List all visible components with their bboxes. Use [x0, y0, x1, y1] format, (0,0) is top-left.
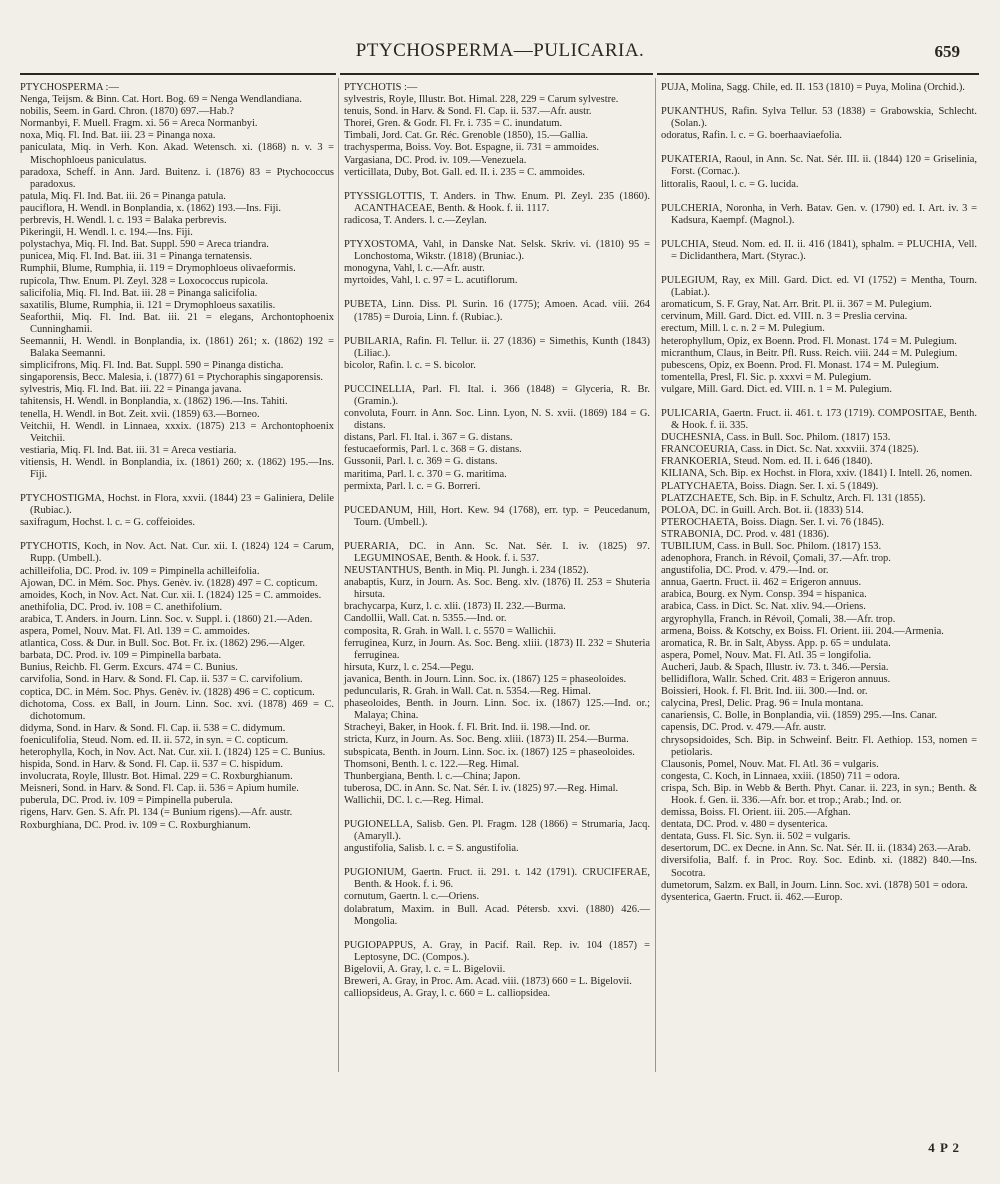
- index-entry: Pikeringii, H. Wendl. l. c. 194.—Ins. Fiji.: [20, 227, 193, 239]
- index-entry: TUBILIUM, Cass. in Bull. Soc. Philom. (1817) 153.: [661, 541, 882, 552]
- index-entry: odoratus, Rafin. l. c. = G. boerhaaviaefolia.: [661, 130, 842, 142]
- index-entry: adenophora, Franch. in Révoil, Çomali, 37.—Afr. trop.: [661, 553, 891, 565]
- index-entry: composita, R. Grah. in Wall. l. c. 5570 = Wallichii.: [344, 625, 556, 637]
- index-entry: littoralis, Raoul, l. c. = G. lucida.: [661, 178, 799, 190]
- index-entry: PUGIOPAPPUS, A. Gray, in Pacif. Rail. Rep. iv. 104 (1857) = Leptosyne, DC. (Compos.).: [344, 939, 650, 963]
- index-entry: PULCHIA, Steud. Nom. ed. II. ii. 416 (1841), sphalm. = PLUCHIA, Vell. = Diclidanthera, Mart. (Styrac.).: [661, 238, 977, 262]
- index-entry: anethifolia, DC. Prod. iv. 108 = C. anethifolium.: [20, 601, 223, 613]
- index-entry: tomentella, Presl, Fl. Sic. p. xxxvi = M. Pulegium.: [661, 371, 872, 383]
- index-entry: tahitensis, H. Wendl. in Bonplandia, x. (1862) 196.—Ins. Tahiti.: [20, 396, 288, 408]
- index-entry: bellidiflora, Wallr. Sched. Crit. 483 = Erigeron annuus.: [661, 674, 891, 686]
- index-entry: barbata, DC. Prod. iv. 109 = Pimpinella barbata.: [20, 650, 222, 662]
- index-entry: arabica, Cass. in Dict. Sc. Nat. xliv. 94.—Oriens.: [661, 601, 866, 613]
- index-entry: myrtoides, Vahl, l. c. 97 = L. acutiflorum.: [344, 275, 518, 287]
- index-entry: festucaeformis, Parl. l. c. 368 = G. distans.: [344, 444, 522, 456]
- index-entry: cornutum, Gaertn. l. c.—Oriens.: [344, 891, 480, 903]
- index-entry: armena, Boiss. & Kotschy, ex Boiss. Fl. Orient. iii. 204.—Armenia.: [661, 625, 944, 637]
- index-entry: maritima, Parl. l. c. 370 = G. maritima.: [344, 468, 507, 480]
- index-entry: atlantica, Coss. & Dur. in Bull. Soc. Bot. Fr. ix. (1862) 296.—Alger.: [20, 638, 305, 650]
- index-entry: PUBILARIA, Rafin. Fl. Tellur. ii. 27 (1836) = Simethis, Kunth (1843) (Liliac.).: [344, 335, 650, 359]
- index-entry: aspera, Pomel, Nouv. Mat. Fl. Atl. 139 = C. ammoides.: [20, 626, 250, 638]
- index-entry: amoides, Koch, in Nov. Act. Nat. Cur. xii. I. (1824) 125 = C. ammoides.: [20, 589, 322, 601]
- index-entry: PUBETA, Linn. Diss. Pl. Surin. 16 (1775); Amoen. Acad. viii. 264 (1785) = Duroia, Linn. f. (Rubiac.).: [344, 299, 650, 323]
- index-entry: congesta, C. Koch, in Linnaea, xxiii. (1850) 711 = odora.: [661, 770, 900, 782]
- index-entry: argyrophylla, Franch. in Révoil, Çomali, 38.—Afr. trop.: [661, 613, 896, 625]
- index-entry: brachycarpa, Kurz, l. c. xlii. (1873) II. 232.—Burma.: [344, 601, 566, 613]
- index-entry: dolabratum, Maxim. in Bull. Acad. Pétersb. xxvi. (1880) 426.—Mongolia.: [344, 903, 650, 927]
- index-entry: foeniculifolia, Steud. Nom. ed. II. ii. 572, in syn. = C. copticum.: [20, 734, 289, 746]
- header-rule-left: [20, 73, 336, 75]
- index-entry: stricta, Kurz, in Journ. As. Soc. Beng. xliii. (1873) II. 254.—Burma.: [344, 734, 629, 746]
- index-entry: crispa, Sch. Bip. in Webb & Berth. Phyt. Canar. ii. 223, in syn.; Benth. & Hook. f. Gen. ii. 336.—Afr. bor. et trop.; Arab.; Ind. or.: [661, 782, 977, 806]
- index-entry: cervinum, Mill. Gard. Dict. ed. VIII. n. 3 = Preslia cervina.: [661, 311, 908, 323]
- index-entry: FRANCOEURIA, Cass. in Dict. Sc. Nat. xxxviii. 374 (1825).: [661, 444, 919, 456]
- index-entry: peduncularis, R. Grah. in Wall. Cat. n. 5354.—Reg. Himal.: [344, 686, 591, 698]
- index-entry: involucrata, Royle, Illustr. Bot. Himal. 229 = C. Roxburghianum.: [20, 771, 293, 783]
- index-entry: tuberosa, DC. in Ann. Sc. Nat. Sér. I. iv. (1825) 97.—Reg. Himal.: [344, 782, 619, 794]
- index-entry: heterophylla, Koch, in Nov. Act. Nat. Cur. xii. I. (1824) 125 = C. Bunius.: [20, 746, 326, 758]
- index-entry: diversifolia, Balf. f. in Proc. Roy. Soc. Edinb. xi. (1882) 840.—Ins. Socotra.: [661, 855, 977, 879]
- index-entry: Seemannii, H. Wendl. in Bonplandia, ix. (1861) 261; x. (1862) 192 = Balaka Seemanni.: [20, 335, 334, 360]
- index-entry: rigens, Harv. Gen. S. Afr. Pl. 134 (= Bunium rigens).—Afr. austr.: [20, 807, 293, 819]
- index-entry: dichotoma, Coss. ex Ball, in Journ. Linn. Soc. xvi. (1878) 469 = C. dichotomum.: [20, 698, 334, 722]
- index-entry: KILIANA, Sch. Bip. ex Hochst. in Flora, xxiv. (1841) I. Intell. 26, nomen.: [661, 468, 973, 480]
- index-entry: PLATYCHAETA, Boiss. Diagn. Ser. I. xi. 5 (1849).: [661, 480, 879, 492]
- index-entry: Aucheri, Jaub. & Spach, Illustr. iv. 73. t. 346.—Persia.: [661, 661, 889, 673]
- index-entry: aromaticum, S. F. Gray, Nat. Arr. Brit. Pl. ii. 367 = M. Pulegium.: [661, 299, 932, 311]
- index-entry: paradoxa, Scheff. in Ann. Jard. Buitenz. i. (1876) 83 = Ptychococcus paradoxus.: [20, 166, 334, 190]
- index-entry: permixta, Parl. l. c. = G. Borreri.: [344, 480, 481, 492]
- index-entry: arabica, Bourg. ex Nym. Consp. 394 = hispanica.: [661, 589, 867, 601]
- index-entry: PUCEDANUM, Hill, Hort. Kew. 94 (1768), err. typ. = Peucedanum, Tourn. (Umbell.).: [344, 504, 650, 528]
- index-entry: PTYCHOTIS, Koch, in Nov. Act. Nat. Cur. xii. I. (1824) 124 = Carum, Rupp. (Umbell.).: [20, 541, 334, 565]
- index-entry: bicolor, Rafin. l. c. = S. bicolor.: [344, 359, 476, 371]
- index-entry: pubescens, Opiz, ex Boenn. Prod. Fl. Monast. 174 = M. Pulegium.: [661, 359, 939, 371]
- index-entry: Thorei, Gren. & Godr. Fl. Fr. i. 735 = C. inundatum.: [344, 118, 563, 130]
- header-rule-right: [657, 73, 979, 75]
- index-entry: punicea, Miq. Fl. Ind. Bat. iii. 31 = Pinanga ternatensis.: [20, 251, 252, 263]
- index-entry: calliopsideus, A. Gray, l. c. 660 = L. calliopsidea.: [344, 988, 551, 1000]
- index-entry: desertorum, DC. ex Decne. in Ann. Sc. Nat. Sér. II. ii. (1834) 263.—Arab.: [661, 843, 971, 855]
- index-entry: paniculata, Miq. in Verh. Kon. Akad. Wetensch. xi. (1868) n. v. 3 = Mischophloeus paniculatus.: [20, 142, 334, 166]
- index-entry: PTYCHOSTIGMA, Hochst. in Flora, xxvii. (1844) 23 = Galiniera, Delile (Rubiac.).: [20, 493, 334, 517]
- index-entry: saxatilis, Blume, Rumphia, ii. 121 = Drymophloeus saxatilis.: [20, 299, 276, 311]
- index-entry: tenuis, Sond. in Harv. & Sond. Fl. Cap. ii. 537.—Afr. austr.: [344, 106, 592, 118]
- index-entry: vestiaria, Miq. Fl. Ind. Bat. iii. 31 = Areca vestiaria.: [20, 444, 237, 456]
- index-entry: hirsuta, Kurz, l. c. 254.—Pegu.: [344, 661, 474, 673]
- index-entry: Meisneri, Sond. in Harv. & Sond. Fl. Cap. ii. 536 = Apium humile.: [20, 783, 299, 795]
- text-column-right: [661, 82, 977, 904]
- running-title: PTYCHOSPERMA—PULICARIA.: [355, 40, 645, 61]
- index-entry: PUKANTHUS, Rafin. Sylva Tellur. 53 (1838) = Grabowskia, Schlecht. (Solan.).: [661, 106, 977, 130]
- index-entry: Breweri, A. Gray, in Proc. Am. Acad. viii. (1873) 660 = L. Bigelovii.: [344, 976, 632, 987]
- index-entry: FRANKOERIA, Steud. Nom. ed. II. i. 646 (1840).: [661, 456, 873, 468]
- index-entry: PTEROCHAETA, Boiss. Diagn. Ser. I. vi. 76 (1845).: [661, 516, 884, 528]
- index-entry: coptica, DC. in Mém. Soc. Phys. Genèv. iv. (1828) 496 = C. copticum.: [20, 686, 315, 698]
- index-entry: anabaptis, Kurz, in Journ. As. Soc. Beng. xlv. (1876) II. 253 = Shuteria hirsuta.: [344, 577, 650, 601]
- index-entry: tenella, H. Wendl. in Bot. Zeit. xvii. (1859) 63.—Borneo.: [20, 408, 260, 420]
- index-entry: javanica, Benth. in Journ. Linn. Soc. ix. (1867) 125 = phaseoloides.: [344, 673, 627, 685]
- index-entry: Thunbergiana, Benth. l. c.—China; Japon.: [344, 770, 521, 782]
- index-entry: PTYCHOTIS :—: [344, 82, 418, 93]
- index-entry: saxifragum, Hochst. l. c. = G. coffeioides.: [20, 517, 195, 529]
- index-entry: pauciflora, H. Wendl. in Bonplandia, x. (1862) 193.—Ins. Fiji.: [20, 202, 282, 214]
- index-entry: Normanbyi, F. Muell. Fragm. xi. 56 = Areca Normanbyi.: [20, 118, 258, 130]
- index-entry: sylvestris, Royle, Illustr. Bot. Himal. 228, 229 = Carum sylvestre.: [344, 94, 619, 106]
- index-entry: perbrevis, H. Wendl. l. c. 193 = Balaka perbrevis.: [20, 215, 227, 227]
- index-entry: PUGIONELLA, Salisb. Gen. Pl. Fragm. 128 (1866) = Strumaria, Jacq. (Amaryll.).: [344, 818, 650, 843]
- index-entry: PTYCHOSPERMA :—: [20, 82, 119, 93]
- index-entry: dysenterica, Gaertn. Fruct. ii. 462.—Europ.: [661, 891, 843, 903]
- index-entry: demissa, Boiss. Fl. Orient. iii. 205.—Afghan.: [661, 807, 851, 819]
- index-entry: arabica, T. Anders. in Journ. Linn. Soc. v. Suppl. i. (1860) 21.—Aden.: [20, 613, 313, 625]
- index-entry: PTYSSIGLOTTIS, T. Anders. in Thw. Enum. Pl. Zeyl. 235 (1860). ACANTHACEAE, Benth. & Hook. f. ii. 1117.: [344, 190, 650, 214]
- index-entry: Boissieri, Hook. f. Fl. Brit. Ind. iii. 300.—Ind. or.: [661, 686, 868, 698]
- index-entry: Nenga, Teijsm. & Binn. Cat. Hort. Bog. 69 = Nenga Wendlandiana.: [20, 94, 302, 106]
- text-column-middle: [344, 82, 650, 1000]
- page-number: 659: [934, 42, 960, 61]
- index-entry: PUJA, Molina, Sagg. Chile, ed. II. 153 (1810) = Puya, Molina (Orchid.).: [661, 82, 965, 93]
- index-entry: simplicifrons, Miq. Fl. Ind. Bat. Suppl. 590 = Pinanga disticha.: [20, 360, 284, 372]
- index-entry: aspera, Pomel, Nouv. Mat. Fl. Atl. 35 = longifolia.: [661, 649, 872, 661]
- index-entry: puberula, DC. Prod. iv. 109 = Pimpinella puberula.: [20, 795, 233, 807]
- index-entry: erectum, Mill. l. c. n. 2 = M. Pulegium.: [661, 323, 825, 335]
- index-entry: calycina, Presl, Delic. Prag. 96 = Inula montana.: [661, 698, 864, 710]
- index-entry: subspicata, Benth. in Journ. Linn. Soc. ix. (1867) 125 = phaseoloides.: [344, 746, 635, 758]
- index-entry: noxa, Miq. Fl. Ind. Bat. iii. 23 = Pinanga noxa.: [20, 130, 216, 142]
- index-entry: PULICARIA, Gaertn. Fruct. ii. 461. t. 173 (1719). COMPOSITAE, Benth. & Hook. f. ii. 335.: [661, 407, 977, 432]
- index-entry: Ajowan, DC. in Mém. Soc. Phys. Genèv. iv. (1828) 497 = C. copticum.: [20, 577, 318, 589]
- index-entry: Bigelovii, A. Gray, l. c. = L. Bigelovii.: [344, 963, 506, 975]
- index-entry: PUGIONIUM, Gaertn. Fruct. ii. 291. t. 142 (1791). CRUCIFERAE, Benth. & Hook. f. i. 96.: [344, 867, 650, 891]
- index-entry: Timbali, Jord. Cat. Gr. Réc. Grenoble (1850), 15.—Gallia.: [344, 130, 588, 142]
- index-entry: aromatica, R. Br. in Salt, Abyss. App. p. 65 = undulata.: [661, 637, 891, 649]
- index-entry: Wallichii, DC. l. c.—Reg. Himal.: [344, 794, 484, 806]
- index-entry: Thomsoni, Benth. l. c. 122.—Reg. Himal.: [344, 758, 520, 770]
- index-entry: nobilis, Seem. in Gard. Chron. (1870) 697.—Hab.?: [20, 106, 234, 118]
- index-entry: Gussonii, Parl. l. c. 369 = G. distans.: [344, 456, 498, 468]
- column-divider-1: [338, 78, 339, 1072]
- index-entry: heterophyllum, Opiz, ex Boenn. Prod. Fl. Monast. 174 = M. Pulegium.: [661, 335, 957, 347]
- index-entry: didyma, Sond. in Harv. & Sond. Fl. Cap. ii. 538 = C. didymum.: [20, 722, 286, 734]
- index-entry: PUKATERIA, Raoul, in Ann. Sc. Nat. Sér. III. ii. (1844) 120 = Griselinia, Forst. (Cornac.).: [661, 154, 977, 178]
- index-entry: PUCCINELLIA, Parl. Fl. Ital. i. 366 (1848) = Glyceria, R. Br. (Gramin.).: [344, 383, 650, 407]
- index-entry: carvifolia, Sond. in Harv. & Sond. Fl. Cap. ii. 537 = C. carvifolium.: [20, 674, 303, 686]
- index-entry: Roxburghiana, DC. Prod. iv. 109 = C. Roxburghianum.: [20, 819, 251, 831]
- index-entry: capensis, DC. Prod. v. 479.—Afr. austr.: [661, 722, 827, 734]
- index-entry: salicifolia, Miq. Fl. Ind. Bat. iii. 28 = Pinanga salicifolia.: [20, 287, 258, 299]
- index-entry: PULEGIUM, Ray, ex Mill. Gard. Dict. ed. VI (1752) = Mentha, Tourn. (Labiat.).: [661, 275, 977, 299]
- index-entry: rupicola, Thw. Enum. Pl. Zeyl. 328 = Loxococcus rupicola.: [20, 275, 268, 287]
- index-entry: ferruginea, Kurz, in Journ. As. Soc. Beng. xliii. (1873) II. 232 = Shuteria ferruginea.: [344, 637, 650, 661]
- index-entry: micranthum, Claus, in Beitr. Pfl. Russ. Reich. viii. 244 = M. Pulegium.: [661, 347, 958, 359]
- index-entry: trachysperma, Boiss. Voy. Bot. Espagne, ii. 731 = ammoides.: [344, 142, 600, 154]
- index-entry: convoluta, Fourr. in Ann. Soc. Linn. Lyon, N. S. xvii. (1869) 184 = G. distans.: [344, 408, 650, 432]
- index-entry: PTYXOSTOMA, Vahl, in Danske Nat. Selsk. Skriv. vi. (1810) 95 = Lonchostoma, Wikstr. (1818) (Bruniac.).: [344, 239, 650, 263]
- index-entry: PULCHERIA, Noronha, in Verh. Batav. Gen. v. (1790) ed. I. Art. iv. 3 = Kadsura, Kaempf. (Magnol.).: [661, 202, 977, 226]
- index-entry: chrysopsidoides, Sch. Bip. in Schweinf. Beitr. Fl. Aethiop. 153, nomen = petiolaris.: [661, 734, 977, 758]
- index-entry: patula, Miq. Fl. Ind. Bat. iii. 26 = Pinanga patula.: [20, 190, 226, 202]
- index-entry: achilleifolia, DC. Prod. iv. 109 = Pimpinella achilleifolia.: [20, 565, 260, 577]
- index-entry: Candollii, Wall. Cat. n. 5355.—Ind. or.: [344, 613, 507, 625]
- index-entry: dumetorum, Salzm. ex Ball, in Journ. Linn. Soc. xvi. (1878) 501 = odora.: [661, 879, 968, 891]
- index-entry: angustifolia, DC. Prod. v. 479.—Ind. or.: [661, 565, 829, 577]
- index-entry: Seaforthii, Miq. Fl. Ind. Bat. iii. 21 = elegans, Archontophoenix Cunninghamii.: [20, 311, 334, 335]
- column-divider-2: [655, 78, 656, 1072]
- index-entry: POLOA, DC. in Guill. Arch. Bot. ii. (1833) 514.: [661, 504, 864, 516]
- index-entry: Bunius, Reichb. Fl. Germ. Excurs. 474 = C. Bunius.: [20, 662, 238, 674]
- index-entry: NEUSTANTHUS, Benth. in Miq. Pl. Jungh. i. 234 (1852).: [344, 565, 589, 577]
- signature-mark: 4 P 2: [928, 1140, 960, 1155]
- index-entry: dentata, Guss. Fl. Sic. Syn. ii. 502 = vulgaris.: [661, 831, 851, 843]
- index-entry: canariensis, C. Bolle, in Bonplandia, vii. (1859) 295.—Ins. Canar.: [661, 710, 937, 722]
- index-entry: singaporensis, Becc. Malesia, i. (1877) 61 = Ptychoraphis singaporensis.: [20, 372, 324, 384]
- index-entry: phaseoloides, Benth. in Journ. Linn. Soc. ix. (1867) 125.—Ind. or.; Malaya; China.: [344, 698, 650, 722]
- index-entry: vitiensis, H. Wendl. in Bonplandia, ix. (1861) 260; x. (1862) 195.—Ins. Fiji.: [20, 456, 334, 480]
- text-column-left: [20, 82, 334, 832]
- index-entry: distans, Parl. Fl. Ital. i. 367 = G. distans.: [344, 432, 513, 444]
- index-entry: Veitchii, H. Wendl. in Linnaea, xxxix. (1875) 213 = Archontophoenix Veitchii.: [20, 420, 334, 444]
- index-entry: monogyna, Vahl, l. c.—Afr. austr.: [344, 263, 485, 275]
- page-header: [0, 40, 1000, 70]
- index-entry: dentata, DC. Prod. v. 480 = dysenterica.: [661, 819, 828, 831]
- index-entry: Vargasiana, DC. Prod. iv. 109.—Venezuela.: [344, 154, 527, 166]
- index-entry: Rumphii, Blume, Rumphia, ii. 119 = Drymophloeus olivaeformis.: [20, 263, 296, 275]
- index-entry: PLATZCHAETE, Sch. Bip. in F. Schultz, Arch. Fl. 131 (1855).: [661, 492, 926, 504]
- index-entry: annua, Gaertn. Fruct. ii. 462 = Erigeron annuus.: [661, 577, 862, 589]
- index-entry: hispida, Sond. in Harv. & Sond. Fl. Cap. ii. 537 = C. hispidum.: [20, 759, 283, 771]
- index-entry: angustifolia, Salisb. l. c. = S. angustifolia.: [344, 843, 519, 855]
- index-entry: verticillata, Duby, Bot. Gall. ed. II. i. 235 = C. ammoides.: [344, 166, 585, 178]
- index-entry: DUCHESNIA, Cass. in Bull. Soc. Philom. (1817) 153.: [661, 432, 891, 444]
- index-entry: Clausonis, Pomel, Nouv. Mat. Fl. Atl. 36 = vulgaris.: [661, 758, 879, 770]
- index-entry: polystachya, Miq. Fl. Ind. Bat. Suppl. 590 = Areca triandra.: [20, 239, 269, 251]
- index-entry: PUERARIA, DC. in Ann. Sc. Nat. Sér. I. iv. (1825) 97. LEGUMINOSAE, Benth. & Hook. f. i. 537.: [344, 540, 650, 564]
- index-entry: STRABONIA, DC. Prod. v. 481 (1836).: [661, 528, 830, 540]
- index-entry: sylvestris, Miq. Fl. Ind. Bat. iii. 22 = Pinanga javana.: [20, 384, 242, 396]
- index-entry: Stracheyi, Baker, in Hook. f. Fl. Brit. Ind. ii. 198.—Ind. or.: [344, 722, 591, 734]
- index-entry: vulgare, Mill. Gard. Dict. ed. VIII. n. 1 = M. Pulegium.: [661, 383, 892, 395]
- index-entry: radicosa, T. Anders. l. c.—Zeylan.: [344, 214, 487, 226]
- header-rule-middle: [340, 73, 653, 75]
